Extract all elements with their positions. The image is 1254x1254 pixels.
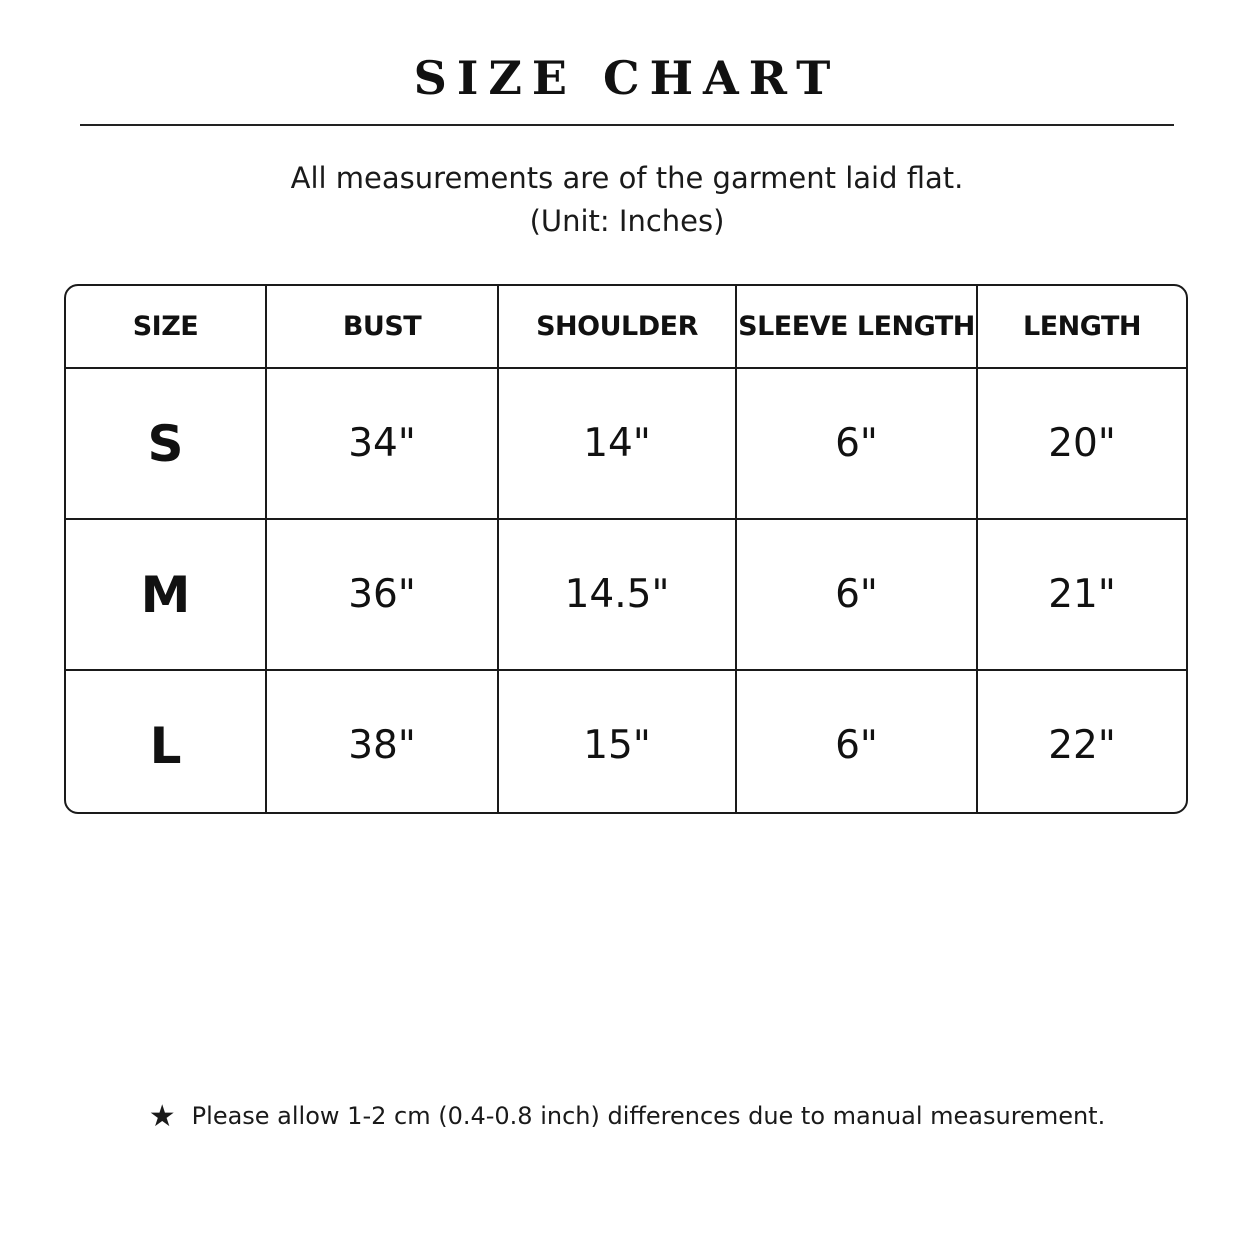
title-divider [80,124,1174,126]
bust-value: 38" [266,670,498,814]
bust-value: 34" [266,368,498,519]
table-header-row [66,286,1186,368]
sleeve-length-value: 6" [736,368,977,519]
column-header-sleeve-length: SLEEVE LENGTH [736,286,977,368]
unit-note: (Unit: Inches) [529,204,725,238]
length-value: 22" [977,670,1186,814]
table-row [66,519,1186,670]
column-header-size: SIZE [66,286,266,368]
measurement-disclaimer [0,1097,1254,1136]
shoulder-value: 15" [498,670,736,814]
shoulder-value: 14" [498,368,736,519]
sleeve-length-value: 6" [736,670,977,814]
shoulder-value: 14.5" [498,519,736,670]
disclaimer-text: Please allow 1-2 cm (0.4-0.8 inch) differences due to manual measurement. [191,1102,1106,1130]
page-title: SIZE CHART [413,51,841,105]
table-row [66,368,1186,519]
sleeve-length-value: 6" [736,519,977,670]
column-header-bust: BUST [266,286,498,368]
column-header-length: LENGTH [977,286,1186,368]
bust-value: 36" [266,519,498,670]
size-table [66,286,1186,814]
length-value: 20" [977,368,1186,519]
star-icon: ★ [148,1099,176,1134]
table-row [66,670,1186,814]
size-label: M [66,519,266,670]
size-label: S [66,368,266,519]
size-label: L [66,670,266,814]
length-value: 21" [977,519,1186,670]
size-table-frame [64,284,1188,814]
column-header-shoulder: SHOULDER [498,286,736,368]
measurement-note: All measurements are of the garment laid flat. [290,161,964,195]
